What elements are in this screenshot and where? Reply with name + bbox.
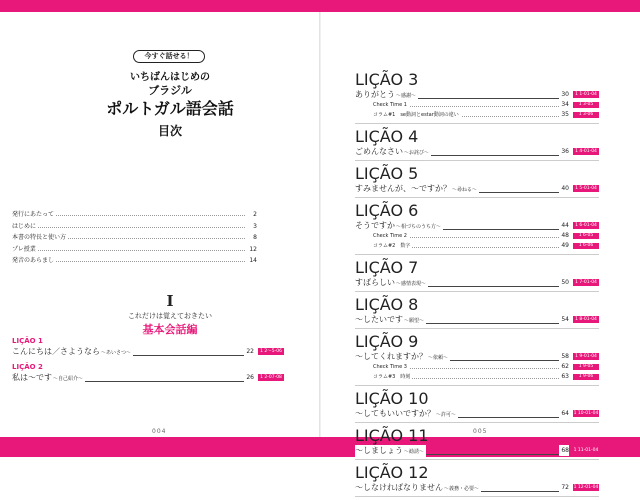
lesson-number: LIÇÃO 3 xyxy=(355,70,419,89)
lesson-number: LIÇÃO 4 xyxy=(355,127,419,146)
lesson-subtitle: ～勧誘～ xyxy=(404,449,425,455)
lesson-entry[interactable] xyxy=(355,463,599,497)
lesson-number: LIÇÃO 5 xyxy=(355,164,419,183)
toc-row[interactable] xyxy=(12,232,257,244)
sub-entry[interactable] xyxy=(355,372,599,382)
page-number-left: 004 xyxy=(152,428,167,435)
lesson-title: ありがとう～感謝～ xyxy=(355,89,418,102)
page-number-right: 005 xyxy=(473,428,488,435)
sub-entry-title: Check Time 3 xyxy=(373,364,407,370)
lesson-number: LIÇÃO 10 xyxy=(355,389,429,408)
lesson-title: すばらしい～感情表現～ xyxy=(355,277,428,290)
sub-entry-page: 49 xyxy=(561,242,569,249)
sub-entry[interactable] xyxy=(355,110,599,120)
toc-row[interactable] xyxy=(12,221,257,233)
lesson-row xyxy=(355,220,599,231)
leader-dots xyxy=(12,250,245,251)
lesson-number: LIÇÃO 1 xyxy=(12,337,43,345)
lesson-entry[interactable] xyxy=(355,127,599,161)
section-numeral: I xyxy=(166,292,174,310)
lesson-subtitle: ～依頼～ xyxy=(428,355,449,361)
lesson-row xyxy=(12,346,284,357)
lesson-page: 22 xyxy=(246,348,254,355)
lesson-row xyxy=(355,89,599,100)
toc-row[interactable] xyxy=(12,255,257,267)
lesson-title: 私は～です～自己紹介～ xyxy=(12,372,85,385)
book-title-line-3: ポルトガル語会話 xyxy=(106,99,234,118)
audio-track-badge: 1 12-01-04 xyxy=(573,485,599,490)
lesson-number: LIÇÃO 6 xyxy=(355,201,419,220)
audio-track-badge: 1 9-06 xyxy=(573,374,599,380)
audio-track-badge: 1 7-01-04 xyxy=(573,279,599,286)
sub-entry-page: 48 xyxy=(561,232,569,239)
lesson-title: ～したいです～願望～ xyxy=(355,314,426,327)
front-matter-toc xyxy=(12,209,257,267)
lesson-subtitle: ～お詫び～ xyxy=(404,150,430,156)
lesson-subtitle: ～許可～ xyxy=(436,412,457,418)
lesson-number: LIÇÃO 12 xyxy=(355,463,429,482)
lesson-page: 58 xyxy=(561,353,569,360)
sub-entry-title: コラム#1 se動詞とestar動詞の違い xyxy=(373,112,459,118)
lesson-entry[interactable] xyxy=(355,201,599,255)
book-spine xyxy=(319,12,321,437)
sub-entry-page: 63 xyxy=(561,373,569,380)
lesson-page: 40 xyxy=(561,185,569,192)
audio-track-badge: 1 6-06 xyxy=(573,243,599,249)
lesson-entry[interactable] xyxy=(355,164,599,198)
lesson-title: ～しなければなりません～義務・必要～ xyxy=(355,482,481,495)
lesson-entry[interactable] xyxy=(12,337,284,357)
lesson-subtitle: ～感謝～ xyxy=(396,93,417,99)
lesson-number: LIÇÃO 9 xyxy=(355,332,419,351)
lesson-subtitle: ～あいさつ～ xyxy=(101,350,132,356)
lesson-title: こんにちは／さようなら～あいさつ～ xyxy=(12,346,133,359)
lesson-page: 54 xyxy=(561,316,569,323)
audio-track-badge: 1 8-01-04 xyxy=(573,316,599,323)
entry-divider xyxy=(355,382,599,386)
sub-entry[interactable] xyxy=(355,241,599,251)
lesson-number: LIÇÃO 11 xyxy=(355,426,429,445)
audio-track-badge: 1 2-07-08 xyxy=(258,374,284,381)
lesson-number: LIÇÃO 8 xyxy=(355,295,419,314)
lesson-page: 68 xyxy=(561,447,569,454)
sub-entry-page: 35 xyxy=(561,111,569,118)
lesson-entry[interactable] xyxy=(355,295,599,329)
lesson-subtitle: ～相づちのうち方～ xyxy=(396,224,442,230)
lesson-title: そうですか～相づちのうち方～ xyxy=(355,220,443,233)
contents-heading: 目次 xyxy=(157,124,182,138)
lesson-page: 44 xyxy=(561,222,569,229)
lesson-row xyxy=(355,408,599,419)
lesson-number: LIÇÃO 2 xyxy=(12,363,43,371)
audio-track-badge: 1 2～5-06 xyxy=(258,348,284,355)
toc-page: 2 xyxy=(253,211,257,218)
sub-entry-page: 34 xyxy=(561,101,569,108)
lesson-page: 50 xyxy=(561,279,569,286)
audio-track-badge: 1 5-01-04 xyxy=(573,185,599,192)
sub-entry[interactable] xyxy=(355,100,599,110)
sub-entry-title: コラム#3 時刻 xyxy=(373,374,411,380)
sub-entry-title: Check Time 1 xyxy=(373,102,407,108)
lesson-row xyxy=(355,146,599,157)
lesson-row xyxy=(355,445,599,456)
toc-row[interactable] xyxy=(12,209,257,221)
audio-track-badge: 1 1-01-04 xyxy=(573,91,599,98)
lesson-entry[interactable] xyxy=(355,332,599,386)
toc-label: はじめに xyxy=(12,222,37,230)
lesson-row xyxy=(355,277,599,288)
lesson-page: 64 xyxy=(561,410,569,417)
sub-entry-title: コラム#2 数字 xyxy=(373,243,411,249)
sub-entry[interactable] xyxy=(355,231,599,241)
lesson-toc xyxy=(355,70,599,500)
lesson-entry[interactable] xyxy=(355,70,599,124)
lesson-page: 72 xyxy=(561,484,569,491)
toc-label: 発行にあたって xyxy=(12,211,55,218)
lesson-title: すみませんが、～ですか？～尋ねる～ xyxy=(355,183,479,196)
audio-track-badge: 1 3-05 xyxy=(573,102,599,108)
lesson-title: ごめんなさい～お詫び～ xyxy=(355,146,431,159)
lesson-title: ～しましょう～勧誘～ xyxy=(355,445,426,458)
lesson-row xyxy=(355,351,599,362)
toc-label: 本書の特長と使い方 xyxy=(12,234,67,241)
toc-page: 14 xyxy=(249,257,257,264)
lesson-subtitle: ～自己紹介～ xyxy=(53,376,84,382)
lesson-subtitle: ～願望～ xyxy=(404,318,425,324)
audio-track-badge: 1 9-01-04 xyxy=(573,353,599,360)
audio-track-badge: 1 10-01-04 xyxy=(573,411,599,416)
entry-divider xyxy=(355,251,599,255)
sub-entry[interactable] xyxy=(355,362,599,372)
lesson-title: ～してくれますか？～依頼～ xyxy=(355,351,450,364)
audio-track-badge: 1 6-01-04 xyxy=(573,222,599,229)
sub-entry-page: 62 xyxy=(561,363,569,370)
sub-entry-title: Check Time 2 xyxy=(373,233,407,239)
book-title-line-1: いちばんはじめの xyxy=(130,72,210,83)
leader-dots xyxy=(12,227,245,228)
audio-track-badge: 1 11-01-04 xyxy=(573,448,599,453)
toc-row[interactable] xyxy=(12,244,257,256)
lesson-entry[interactable] xyxy=(355,389,599,423)
lesson-row xyxy=(355,482,599,493)
lesson-subtitle: ～感情表現～ xyxy=(396,281,427,287)
lesson-page: 30 xyxy=(561,91,569,98)
top-accent-band xyxy=(0,0,640,12)
toc-label: プレ授業 xyxy=(12,245,36,253)
book-title-line-2: ブラジル xyxy=(148,84,192,97)
title-banner: 今すぐ話せる！ xyxy=(133,50,205,63)
audio-track-badge: 1 9-05 xyxy=(573,364,599,370)
lesson-entry[interactable] xyxy=(12,363,284,383)
lesson-page: 26 xyxy=(246,374,254,381)
audio-track-badge: 1 4-01-04 xyxy=(573,148,599,155)
lesson-number: LIÇÃO 7 xyxy=(355,258,419,277)
toc-page: 12 xyxy=(249,245,257,253)
lesson-row xyxy=(355,183,599,194)
entry-divider xyxy=(355,120,599,124)
lesson-subtitle: ～尋ねる～ xyxy=(452,187,478,193)
lesson-row xyxy=(355,314,599,325)
lesson-page: 36 xyxy=(561,148,569,155)
audio-track-badge: 1 3-06 xyxy=(573,112,599,118)
lesson-subtitle: ～義務・必要～ xyxy=(444,486,480,492)
section-subtitle: これだけは覚えておきたい xyxy=(128,312,212,320)
lesson-row xyxy=(12,372,284,383)
section-title: 基本会話編 xyxy=(142,323,198,336)
toc-page: 3 xyxy=(253,222,257,230)
lesson-entry[interactable] xyxy=(355,258,599,292)
audio-track-badge: 1 6-05 xyxy=(573,233,599,239)
toc-page: 8 xyxy=(253,234,257,241)
lesson-title: ～してもいいですか？～許可～ xyxy=(355,408,458,421)
toc-label: 発音のあらまし xyxy=(12,257,55,264)
